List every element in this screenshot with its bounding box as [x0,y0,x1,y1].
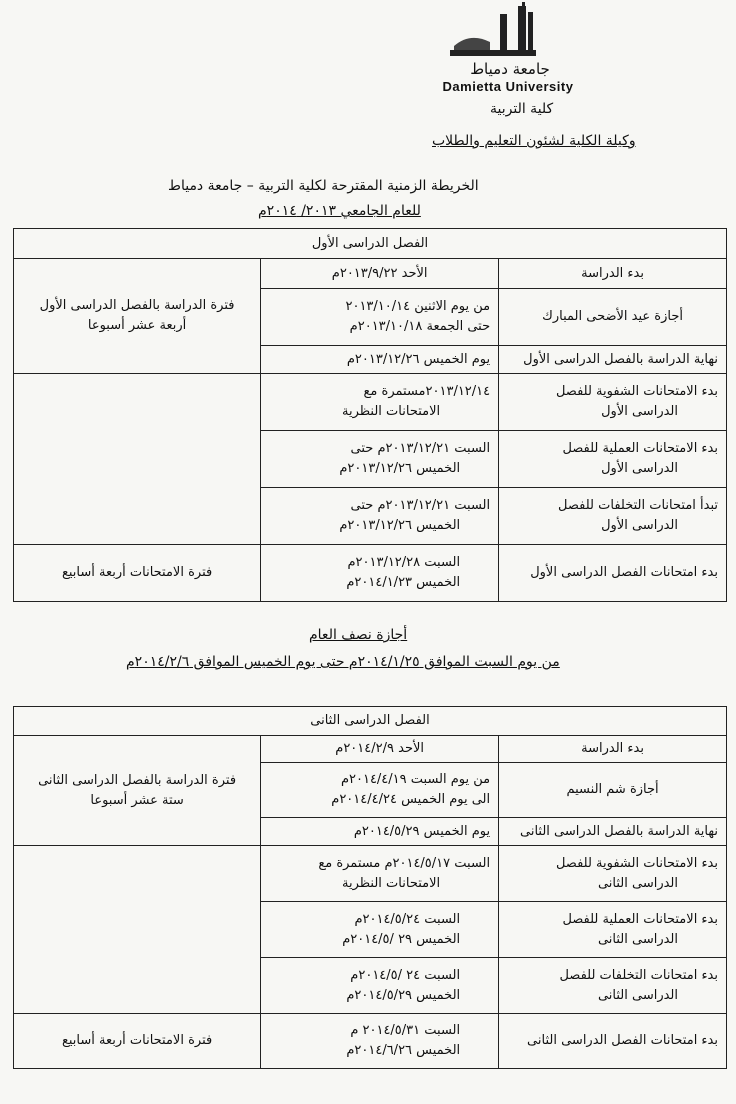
faculty-name: كلية التربية [490,101,554,117]
term-date: الأحد ٢٠١٣/٩/٢٢م [261,259,499,289]
study-period-note: فترة الدراسة بالفصل الدراسى الأول أربعة عشر أسبوعا [14,259,261,374]
term-date: السبت ٢٠١٤/٥/٢٤م الخميس ٢٩ /٢٠١٤/٥م [261,902,499,958]
term-event: تبدأ امتحانات التخلفات للفصل الدراسى الأول [499,488,727,545]
term-event: بدء الامتحانات الشفوية للفصل الدراسى الأول [499,374,727,431]
term-date: ٢٠١٣/١٢/١٤مستمرة مع الامتحانات النظرية [261,374,499,431]
term-date: السبت ٢٠١٤/٥/٣١ م الخميس ٢٠١٤/٦/٢٦م [261,1014,499,1069]
term-event: بدء امتحانات التخلفات للفصل الدراسى الثانى [499,958,727,1014]
empty-cell [14,374,261,545]
term-event: بدء الامتحانات العملية للفصل الدراسى الثانى [499,902,727,958]
term-date: السبت ٢٤ /٢٠١٤/٥م الخميس ٢٠١٤/٥/٢٩م [261,958,499,1014]
university-name-arabic: جامعة دمياط [470,60,550,78]
exam-period-note: فترة الامتحانات أربعة أسابيع [14,545,261,602]
table-row [14,374,727,431]
term1-heading: الفصل الدراسى الأول [14,229,727,259]
term-event: بدء امتحانات الفصل الدراسى الثانى [499,1014,727,1069]
midyear-break-dates: من يوم السبت الموافق ٢٠١٤/١/٢٥م حتى يوم الخميس الموافق ٢٠١٤/٢/٦م [126,654,560,670]
term-date: يوم الخميس ٢٠١٤/٥/٢٩م [261,818,499,846]
term-date: يوم الخميس ٢٠١٣/١٢/٢٦م [261,346,499,374]
term-date: السبت ٢٠١٣/١٢/٢١م حتى الخميس ٢٠١٣/١٢/٢٦م [261,431,499,488]
document-title: الخريطة الزمنية المقترحة لكلية التربية – جامعة دمياط [168,178,479,194]
term-event: أجازة شم النسيم [499,763,727,818]
term-event: بدء الامتحانات العملية للفصل الدراسى الأول [499,431,727,488]
table-row [14,259,727,289]
term-event: نهاية الدراسة بالفصل الدراسى الأول [499,346,727,374]
table-row [14,1014,727,1069]
term-date: الأحد ٢٠١٤/٢/٩م [261,736,499,763]
term-date: السبت ٢٠١٤/٥/١٧م مستمرة مع الامتحانات النظرية [261,846,499,902]
term-date: من يوم الاثنين ٢٠١٣/١٠/١٤ حتى الجمعة ٢٠١٣/١٠/١٨م [261,289,499,346]
table-row [14,545,727,602]
table-row [14,736,727,763]
empty-cell [14,846,261,1014]
term-event: بدء امتحانات الفصل الدراسى الأول [499,545,727,602]
table-row [14,846,727,902]
term-event: بدء الدراسة [499,259,727,289]
exam-period-note: فترة الامتحانات أربعة أسابيع [14,1014,261,1069]
study-period-note: فترة الدراسة بالفصل الدراسى الثانى ستة عشر أسبوعا [14,736,261,846]
university-name-english: Damietta University [442,79,574,94]
term-event: أجازة عيد الأضحى المبارك [499,289,727,346]
midyear-break-title: أجازة نصف العام [309,627,408,643]
term1-table [13,228,727,602]
term-event: نهاية الدراسة بالفصل الدراسى الثانى [499,818,727,846]
vice-dean-title: وكيلة الكلية لشئون التعليم والطلاب [432,133,636,149]
academic-year: للعام الجامعي ٢٠١٣/ ٢٠١٤م [258,203,421,219]
term2-heading: الفصل الدراسى الثانى [14,707,727,736]
term-date: السبت ٢٠١٣/١٢/٢١م حتى الخميس ٢٠١٣/١٢/٢٦م [261,488,499,545]
term-date: السبت ٢٠١٣/١٢/٢٨م الخميس ٢٠١٤/١/٢٣م [261,545,499,602]
term-date: من يوم السبت ٢٠١٤/٤/١٩م الى يوم الخميس ٢٠١٤/٤/٢٤م [261,763,499,818]
term2-table [13,706,727,1069]
term-event: بدء الدراسة [499,736,727,763]
term-event: بدء الامتحانات الشفوية للفصل الدراسى الثانى [499,846,727,902]
